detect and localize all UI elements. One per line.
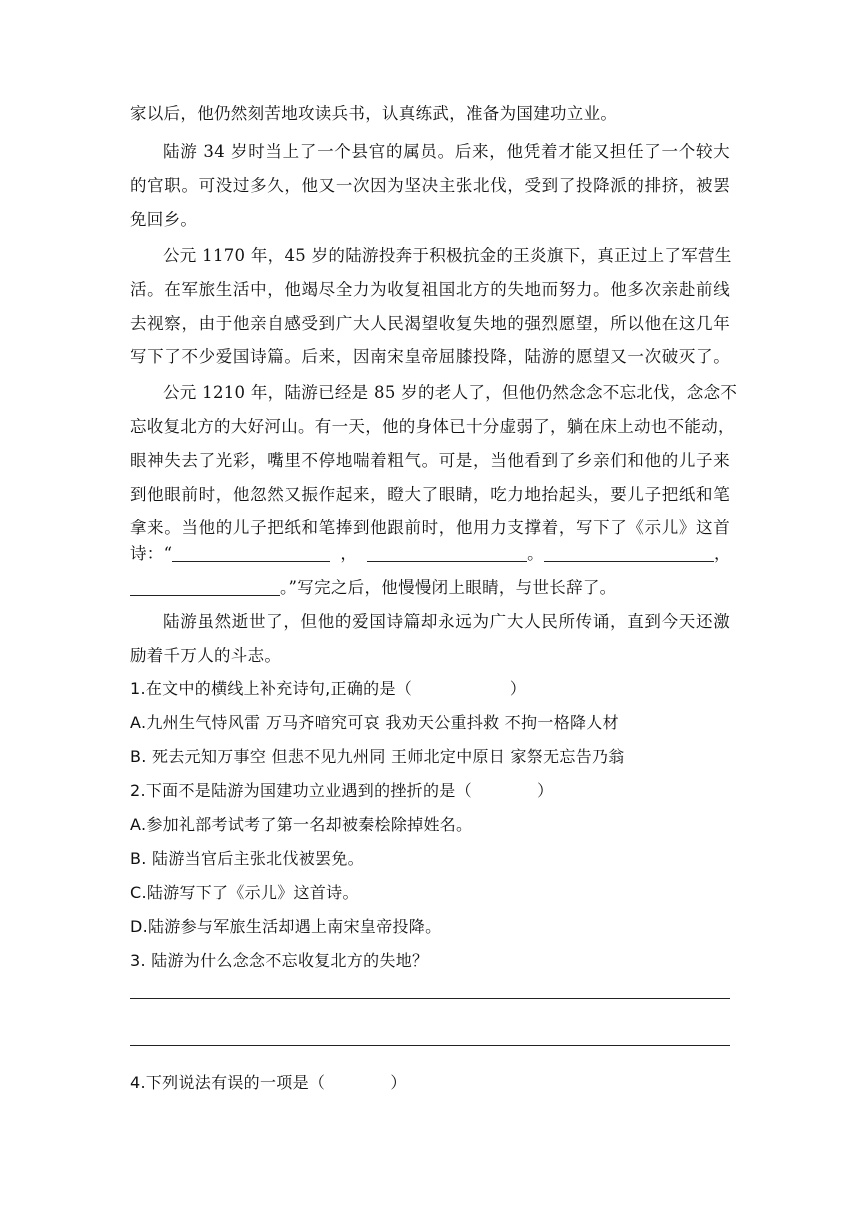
passage-line: 去视察，由于他亲自感受到广大人民渴望收复失地的强烈愿望，所以他在这几年: [130, 314, 730, 333]
poem-blank-3[interactable]: [544, 545, 714, 562]
passage-line: 的官职。可没过多久，他又一次因为坚决主张北伐，受到了投降派的排挤，被罢: [130, 176, 730, 195]
question-1-option-b[interactable]: B. 死去元知万事空 但悲不见九州同 王师北定中原日 家祭无忘告乃翁: [130, 747, 625, 766]
question-4: 4.下列说法有误的一项是（ ）: [130, 1073, 407, 1092]
question-2-option-c[interactable]: C.陆游写下了《示儿》这首诗。: [130, 883, 359, 902]
passage-line: 眼神失去了光彩，嘴里不停地喘着粗气。可是，当他看到了乡亲们和他的儿子来: [130, 451, 730, 470]
passage-line: 到他眼前时，他忽然又振作起来，瞪大了眼睛，吃力地抬起头，要儿子把纸和笔: [130, 485, 730, 504]
passage-line: 忘收复北方的大好河山。有一天，他的身体已十分虚弱了，躺在床上动也不能动，: [130, 417, 735, 436]
passage-line: 家以后，他仍然刻苦地攻读兵书，认真练武，准备为国建功立业。: [130, 104, 618, 123]
poem-blank-4[interactable]: [130, 579, 280, 596]
answer-line-1[interactable]: [130, 998, 730, 999]
passage-line: 免回乡。: [130, 210, 198, 229]
poem-line-1: [130, 544, 730, 564]
question-1-option-a[interactable]: A.九州生气恃风雷 万马齐喑究可哀 我劝天公重抖救 不拘一格降人材: [130, 713, 619, 732]
poem-line-2: [130, 578, 730, 598]
poem-comma: ，: [340, 544, 358, 563]
poem-comma: ，: [713, 544, 731, 563]
question-2-option-d[interactable]: D.陆游参与军旅生活却遇上南宋皇帝投降。: [130, 917, 442, 936]
passage-line: 公元 1170 年，45 岁的陆游投奔于积极抗金的王炎旗下，真正过上了军营生: [163, 246, 732, 265]
poem-ending: 。”写完之后，他慢慢闭上眼睛，与世长辞了。: [280, 578, 617, 597]
poem-blank-1[interactable]: [172, 545, 330, 562]
passage-line: 陆游虽然逝世了，但他的爱国诗篇却永远为广大人民所传诵，直到今天还激: [163, 612, 730, 631]
answer-line-2[interactable]: [130, 1045, 730, 1046]
question-1: 1.在文中的横线上补充诗句,正确的是（ ）: [130, 679, 527, 698]
poem-blank-2[interactable]: [367, 545, 527, 562]
question-2-option-b[interactable]: B. 陆游当官后主张北伐被罢免。: [130, 849, 364, 868]
passage-line: 写下了不少爱国诗篇。后来，因南宋皇帝屈膝投降，陆游的愿望又一次破灭了。: [130, 347, 730, 366]
poem-prefix: 诗：“: [130, 544, 173, 563]
poem-period: 。: [527, 544, 544, 563]
question-2-option-a[interactable]: A.参加礼部考试考了第一名却被秦桧除掉姓名。: [130, 815, 473, 834]
passage-line: 拿来。当他的儿子把纸和笔捧到他跟前时，他用力支撑着，写下了《示儿》这首: [130, 518, 730, 537]
question-3: 3. 陆游为什么念念不忘收复北方的失地？: [130, 951, 429, 970]
passage-line: 公元 1210 年，陆游已经是 85 岁的老人了，但他仍然念念不忘北伐，念念不: [163, 383, 738, 402]
question-2: 2.下面不是陆游为国建功立业遇到的挫折的是（ ）: [130, 781, 554, 800]
passage-line: 活。在军旅生活中，他竭尽全力为收复祖国北方的失地而努力。他多次亲赴前线: [130, 280, 730, 299]
passage-line: 励着千万人的斗志。: [130, 646, 282, 665]
passage-line: 陆游 34 岁时当上了一个县官的属员。后来，他凭着才能又担任了一个较大: [163, 142, 730, 161]
